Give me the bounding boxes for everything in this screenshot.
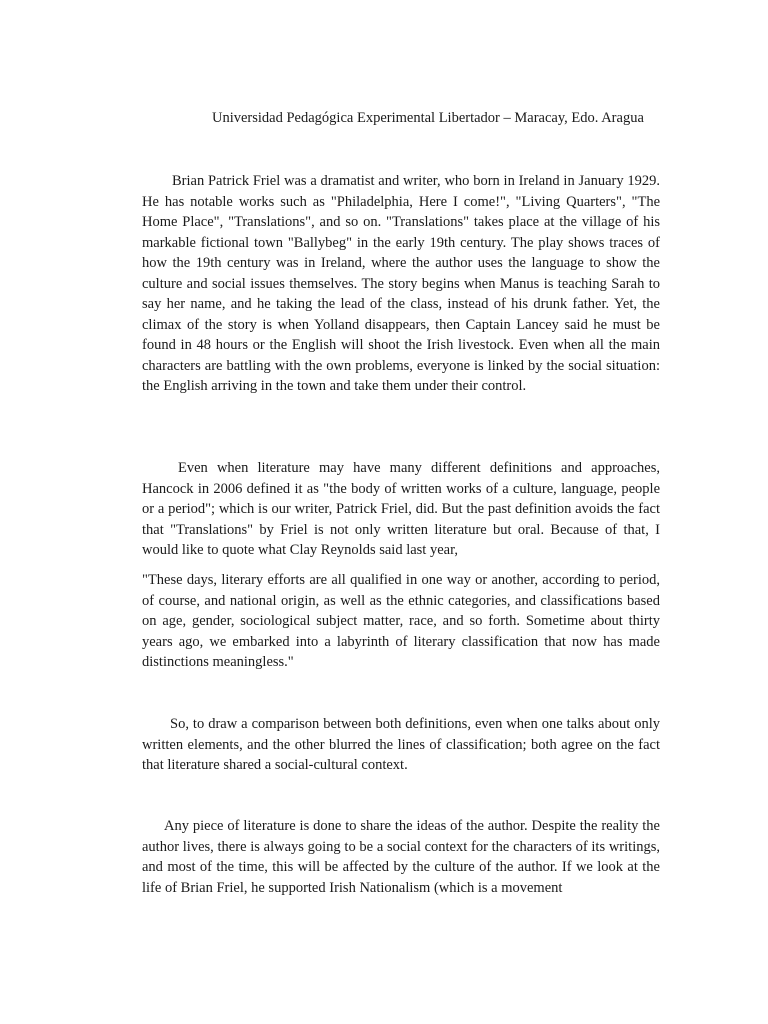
paragraph-comparison: So, to draw a comparison between both definitions, even when one talks about only written elements, and the other blurred the lines of classification; both agree on the fact that literature shared a social-cultural context. (142, 716, 660, 773)
institution-header: Universidad Pedagógica Experimental Libertador – Maracay, Edo. Aragua (212, 110, 644, 126)
paragraph-reynolds-quote: "These days, literary efforts are all qualified in one way or another, according to period, of course, and national origin, as well as the ethnic categories, and classifications based on age, gender, sociological subject matter, race, and so forth. Sometime about thirty years ago, we embarked into a labyrinth of literary classification that now has made distinctions meaningless." (142, 572, 660, 670)
paragraph-social-context: Any piece of literature is done to share the ideas of the author. Despite the reality the author lives, there is always going to be a social context for the characters of its writings, and most of the time, this will be affected by the culture of the author. If we look at the life of Brian Friel, he supported Irish Nationalism (which is a movement (142, 818, 660, 896)
paragraph-literature-definition: Even when literature may have many different definitions and approaches, Hancock in 2006 defined it as "the body of written works of a culture, language, people or a period"; which is our writer, Patrick Friel, did. But the past definition avoids the fact that "Translations" by Friel is not only written literature but oral. Because of that, I would like to quote what Clay Reynolds said last year, (142, 460, 660, 558)
paragraph-friel-biography: Brian Patrick Friel was a dramatist and writer, who born in Ireland in January 1929. He has notable works such as "Philadelphia, Here I come!", "Living Quarters", "The Home Place", "Translations", and so on. "Translations" takes place at the village of his markable fictional town "Ballybeg" in the early 19th century. The play shows traces of how the 19th century was in Ireland, where the author uses the language to show the culture and social issues themselves. The story begins when Manus is teaching Sarah to say her name, and he taking the lead of the class, instead of his drunk father. Yet, the climax of the story is when Yolland disappears, then Captain Lancey said he must be found in 48 hours or the English will shoot the Irish livestock. Even when all the main characters are battling with the own problems, everyone is linked by the social situation: the English arriving in the town and take them under their control. (142, 173, 660, 394)
